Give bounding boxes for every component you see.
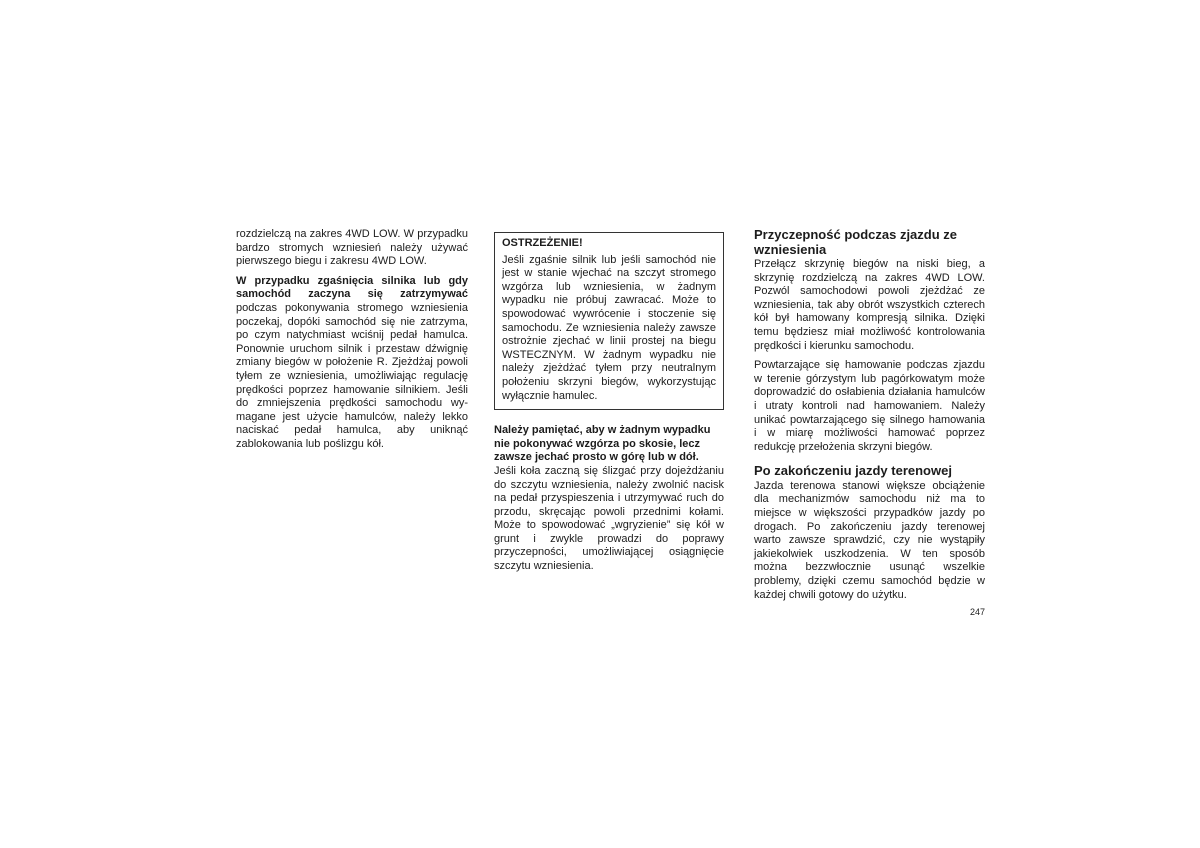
paragraph-wheel-slip: Jeśli koła zaczną się ślizgać przy dojeżdżaniu do szczytu wzniesienia, należy zwolnić nacisk na pedał przyspieszenia i utrzymywać ruch do przodu, skręcając powoli przednimi kołami. Może to spowodować „wgryzienie” się kół w grunt i zwykle prowadzi do poprawy przyczepności, umożliwiającej osiągnięcie szczytu wzniesienia. xyxy=(494,464,724,573)
right-column xyxy=(754,228,985,608)
section-heading-descent-traction: Przyczepność podczas zjazdu ze wzniesienia xyxy=(754,227,958,257)
paragraph-1-continuation: rozdzielczą na zakres 4WD LOW. W przypadku bardzo stromych wzniesień należy używać pierwszego biegu i zakresu 4WD LOW. xyxy=(236,228,468,268)
paragraph-engine-stall xyxy=(236,275,468,452)
paragraph-braking: Powtarzające się hamowanie podczas zjazdu w terenie górzystym lub pagórkowatym może doprowadzić do osłabienia działania hamulców i utraty kontroli nad hamowaniem. Należy unikać powtarzającego się silnego hamowania i w miarę możliwości hamować poprzez redukcję przełożenia skrzyni biegów. xyxy=(754,359,985,453)
paragraph-after-offroad: Jazda terenowa stanowi większe obciążenie dla mechanizmów samochodu niż ma to miejsce w większości przypadków jazdy po drogach. Po zakończeniu jazdy terenowej warto zawsze sprawdzić, czy nie wystąpiły jakiekolwiek uszkodzenia. W ten sposób można bezzwłocznie usunąć wszelkie problemy, dzięki czemu samochód będzie w każdej chwili gotowy do użytku. xyxy=(754,479,985,601)
middle-column xyxy=(494,228,724,580)
paragraph-lead-bold: W przypadku zgaśnięcia silnika lub gdy samochód zaczyna się zatrzymywać xyxy=(236,274,468,301)
warning-box xyxy=(494,232,724,410)
paragraph-descent: Przełącz skrzynię biegów na niski bieg, a skrzynię rozdzielczą na zakres 4WD LOW. Pozwól samochodowi powoli zjeżdżać ze wzniesienia, tak aby obrót wszystkich czterech kół był hamowany kompresją silnika. Dzięki temu będziesz miał możliwość kontrolowania prędkości i kierunku samochodu. xyxy=(754,258,985,352)
bold-subheading: Należy pamiętać, aby w żadnym wypadku nie pokonywać wzgórza po skosie, lecz zawsze jechać prosto w górę lub w dół. xyxy=(494,424,711,464)
left-column xyxy=(236,228,468,458)
warning-text: Jeśli zgaśnie silnik lub jeśli samochód nie jest w stanie wjechać na szczyt stromego wzgórza lub wzniesienia, w żadnym wypadku nie próbuj zawracać. Może to spowodować wywrócenie i stoczenie się samochodu. Ze wzniesienia należy zawsze ostrożnie zjechać w linii prostej na biegu WSTECZNYM. W żadnym wypadku nie należy zjeżdżać tyłem przy neutralnym położeniu skrzyni biegów, wykorzystując wyłącznie hamulec. xyxy=(502,253,716,402)
warning-title: OSTRZEŻENIE! xyxy=(502,237,583,249)
section-heading-after-offroad: Po zakończeniu jazdy terenowej xyxy=(754,463,952,479)
page-number: 247 xyxy=(969,607,985,617)
paragraph-body: podczas pokonywania stromego wzniesienia poczekaj, dopóki samochód się nie zatrzyma, po czym natychmiast wciśnij pedał hamulca. Ponownie uruchom silnik i przestaw dźwignię zmiany biegów w położenie R. Zjeżdżaj powoli tyłem ze wzniesienia, umożliwiając regulację prędkości poprzez hamowanie silnikiem. Jeśli do zmniejszenia prędkości samochodu wymagane jest użycie hamulców, należy lekko naciskać pedał hamulca, aby uniknąć zablokowania lub poślizgu kół. xyxy=(236,301,468,450)
